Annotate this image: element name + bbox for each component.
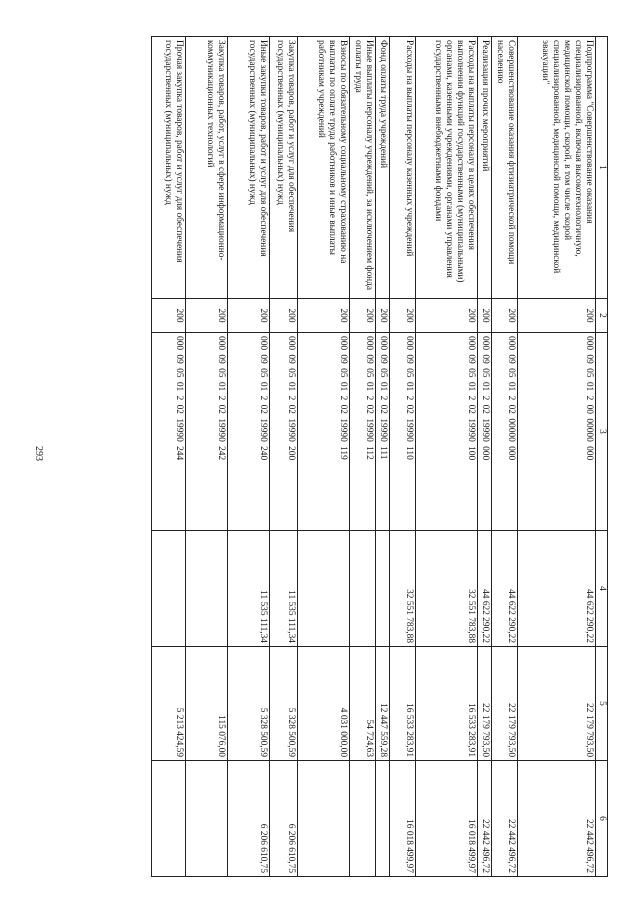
- row-value-5: 4 031 000,00: [297, 647, 349, 761]
- row-kbk: 000 09 05 01 2 00 00000 000: [517, 333, 595, 531]
- table-row: [349, 37, 375, 877]
- table-row: [491, 37, 517, 877]
- row-value-5: 54 724,63: [349, 647, 375, 761]
- row-code: 200: [227, 299, 269, 333]
- row-value-5: 5 328 500,59: [269, 647, 297, 761]
- row-kbk: 000 09 05 01 2 02 19990 000: [477, 333, 491, 531]
- table-row: [297, 37, 349, 877]
- row-name: Реализация прочих мероприятий: [477, 37, 491, 299]
- row-value-6: 22 442 496,72: [517, 761, 595, 877]
- row-value-4: [151, 531, 185, 647]
- header-row: [595, 37, 607, 877]
- row-kbk: 000 09 05 01 2 02 19990 112: [349, 333, 375, 531]
- row-kbk: 000 09 05 01 2 02 19990 244: [151, 333, 185, 531]
- row-kbk: 000 09 05 01 2 02 19990 119: [297, 333, 349, 531]
- row-code: 200: [349, 299, 375, 333]
- header-col-4: 4: [595, 531, 607, 647]
- row-name: Взносы по обязательному социальному страхованию на выплаты по оплате труда работников и иные выплаты работникам учреждений: [297, 37, 349, 299]
- row-value-5: 16 533 283,91: [389, 647, 415, 761]
- row-kbk: 000 09 05 01 2 02 19990 242: [185, 333, 227, 531]
- row-name: Закупка товаров, работ и услуг для обеспечения государственных (муниципальных) нужд: [269, 37, 297, 299]
- row-value-6: 22 442 496,72: [477, 761, 491, 877]
- row-name: Расходы на выплаты персоналу казенных учреждений: [389, 37, 415, 299]
- row-value-6: [297, 761, 349, 877]
- row-value-4: 44 622 290,22: [477, 531, 491, 647]
- row-value-5: 16 533 283,91: [415, 647, 477, 761]
- row-code: 200: [151, 299, 185, 333]
- row-code: 200: [389, 299, 415, 333]
- row-code: 200: [185, 299, 227, 333]
- row-value-4: [349, 531, 375, 647]
- header-col-5: 5: [595, 647, 607, 761]
- row-kbk: 000 09 05 01 2 02 19990 200: [269, 333, 297, 531]
- row-value-6: [349, 761, 375, 877]
- budget-table: [151, 36, 608, 877]
- row-value-5: 22 179 793,50: [517, 647, 595, 761]
- row-code: 200: [491, 299, 517, 333]
- header-col-2: 2: [595, 299, 607, 333]
- row-value-4: [185, 531, 227, 647]
- table-row: [389, 37, 415, 877]
- row-value-6: 22 442 496,72: [491, 761, 517, 877]
- row-value-4: 44 622 290,22: [517, 531, 595, 647]
- table-row: [185, 37, 227, 877]
- row-kbk: 000 09 05 01 2 02 00000 000: [491, 333, 517, 531]
- table-row: [517, 37, 595, 877]
- row-value-5: 22 179 793,50: [477, 647, 491, 761]
- row-name: Подпрограмма "Совершенствование оказания специализированной, включая высокотехнологичную, медицинской помощи, скорой, в том числе скорой специализированной, медицинской помощи, медицинской эвакуации": [517, 37, 595, 299]
- row-value-4: 32 551 783,88: [389, 531, 415, 647]
- row-value-5: 5 213 424,59: [151, 647, 185, 761]
- row-name: Иные закупки товаров, работ и услуг для обеспечения государственных (муниципальных) нужд: [227, 37, 269, 299]
- row-value-4: 44 622 290,22: [491, 531, 517, 647]
- row-value-5: 12 447 559,28: [375, 647, 389, 761]
- row-value-6: [375, 761, 389, 877]
- table-row: [151, 37, 185, 877]
- row-value-4: 32 551 783,88: [415, 531, 477, 647]
- row-value-6: 16 018 499,97: [389, 761, 415, 877]
- row-name: Расходы на выплаты персоналу в целях обеспечения выполнения функций государственными (муниципальными) органами, казенными учреждениями, органами управления государственными внебюджетными фондами: [415, 37, 477, 299]
- row-code: 200: [375, 299, 389, 333]
- row-value-6: 16 018 499,97: [415, 761, 477, 877]
- header-col-1: 1: [595, 37, 607, 299]
- row-value-6: 6 206 610,75: [227, 761, 269, 877]
- row-code: 200: [269, 299, 297, 333]
- table-row: [269, 37, 297, 877]
- table-row: [375, 37, 389, 877]
- row-value-4: [297, 531, 349, 647]
- row-kbk: 000 09 05 01 2 02 19990 240: [227, 333, 269, 531]
- row-value-4: [375, 531, 389, 647]
- row-value-6: [151, 761, 185, 877]
- row-code: 200: [477, 299, 491, 333]
- row-kbk: 000 09 05 01 2 02 19990 100: [415, 333, 477, 531]
- row-code: 200: [517, 299, 595, 333]
- row-name: Фонд оплаты труда учреждений: [375, 37, 389, 299]
- row-kbk: 000 09 05 01 2 02 19990 110: [389, 333, 415, 531]
- row-code: 200: [415, 299, 477, 333]
- header-col-3: 3: [595, 333, 607, 531]
- row-name: Иные выплаты персоналу учреждений, за исключением фонда оплаты труда: [349, 37, 375, 299]
- table-row: [477, 37, 491, 877]
- row-value-5: 5 328 500,59: [227, 647, 269, 761]
- row-value-4: 11 535 111,34: [227, 531, 269, 647]
- row-value-5: 115 076,00: [185, 647, 227, 761]
- row-name: Прочая закупка товаров, работ и услуг для обеспечения государственных (муниципальных) нужд: [151, 37, 185, 299]
- rotated-budget-table: [88, 36, 608, 876]
- row-code: 200: [297, 299, 349, 333]
- header-col-6: 6: [595, 761, 607, 877]
- page-number: 293: [33, 446, 44, 461]
- row-name: Совершенствование оказания фтизиатрической помощи населению: [491, 37, 517, 299]
- row-value-5: 22 179 793,50: [491, 647, 517, 761]
- table-row: [227, 37, 269, 877]
- row-name: Закупка товаров, работ, услуг в сфере информационно-коммуникационных технологий: [185, 37, 227, 299]
- row-value-4: 11 535 111,34: [269, 531, 297, 647]
- table-row: [415, 37, 477, 877]
- row-value-6: 6 206 610,75: [269, 761, 297, 877]
- row-value-6: [185, 761, 227, 877]
- row-kbk: 000 09 05 01 2 02 19990 111: [375, 333, 389, 531]
